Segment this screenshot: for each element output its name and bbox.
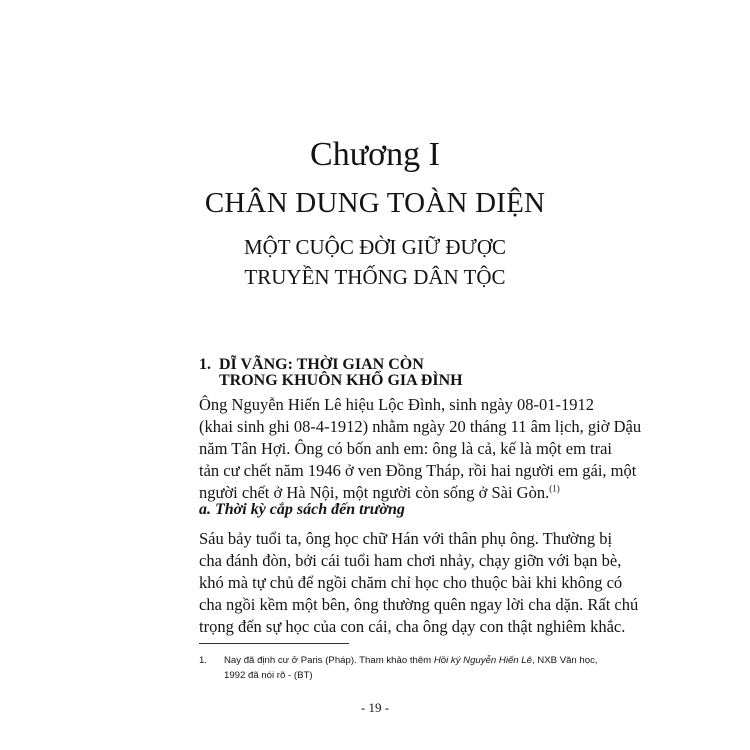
chapter-title: CHÂN DUNG TOÀN DIỆN bbox=[204, 187, 546, 219]
section-number: 1. bbox=[199, 356, 211, 373]
chapter-subtitle-line-1: MỘT CUỘC ĐỜI GIỮ ĐƯỢC bbox=[243, 235, 507, 259]
chapter-number: Chương I bbox=[310, 136, 440, 173]
section-title-line-2: TRONG KHUÔN KHỔ GIA ĐÌNH bbox=[219, 372, 463, 389]
paragraph-line: tản cư chết năm 1946 ở ven Đồng Tháp, rồi hai người em gái, một bbox=[199, 461, 637, 480]
footnote-book-title: Hồi ký Nguyễn Hiến Lê bbox=[433, 655, 532, 666]
paragraph-line: trọng đến sự học của con cái, cha ông dạy con thật nghiêm khắc. bbox=[199, 617, 626, 636]
paragraph-line: cha đánh đòn, bởi cái tuổi ham chơi nhảy, chạy giỡn với bạn bè, bbox=[199, 551, 622, 570]
footnote-text-after: , NXB Văn học, bbox=[531, 655, 598, 666]
footnote-number: 1. bbox=[199, 655, 208, 666]
subsection-heading: a. Thời kỳ cắp sách đến trường bbox=[199, 501, 405, 518]
paragraph-line: cha ngồi kềm một bên, ông thường quên ngay lời cha dặn. Rất chú bbox=[199, 595, 639, 614]
paragraph-line: năm Tân Hợi. Ông có bốn anh em: ông là cả, kế là một em trai bbox=[199, 439, 613, 458]
section-title-line-1: DĨ VÃNG: THỜI GIAN CÒN bbox=[219, 356, 424, 373]
chapter-subtitle-line-2: TRUYỀN THỐNG DÂN TỘC bbox=[244, 265, 506, 289]
paragraph-line: Sáu bảy tuổi ta, ông học chữ Hán với thân phụ ông. Thường bị bbox=[199, 529, 613, 548]
footnote-text: Nay đã định cư ở Paris (Pháp). Tham khảo thêm bbox=[224, 655, 434, 666]
page-number: - 19 - bbox=[360, 700, 390, 715]
paragraph-line: khó mà tự chủ để ngồi chăm chỉ học cho thuộc bài khi không có bbox=[199, 573, 623, 592]
section-heading-line-2 bbox=[199, 371, 463, 391]
paragraph-text: người chết ở Hà Nội, một người còn sống ở Sài Gòn. bbox=[199, 483, 550, 502]
footnote-reference: (1) bbox=[549, 483, 560, 494]
footnote-divider bbox=[199, 643, 349, 644]
paragraph-line: (khai sinh ghi 08-4-1912) nhằm ngày 20 tháng 11 âm lịch, giờ Dậu bbox=[199, 417, 642, 436]
footnote-line-1 bbox=[199, 654, 744, 668]
paragraph-line: Ông Nguyễn Hiến Lê hiệu Lộc Đình, sinh ngày 08-01-1912 bbox=[199, 395, 595, 414]
footnote-line-2: 1992 đã nói rõ - (BT) bbox=[224, 670, 313, 681]
